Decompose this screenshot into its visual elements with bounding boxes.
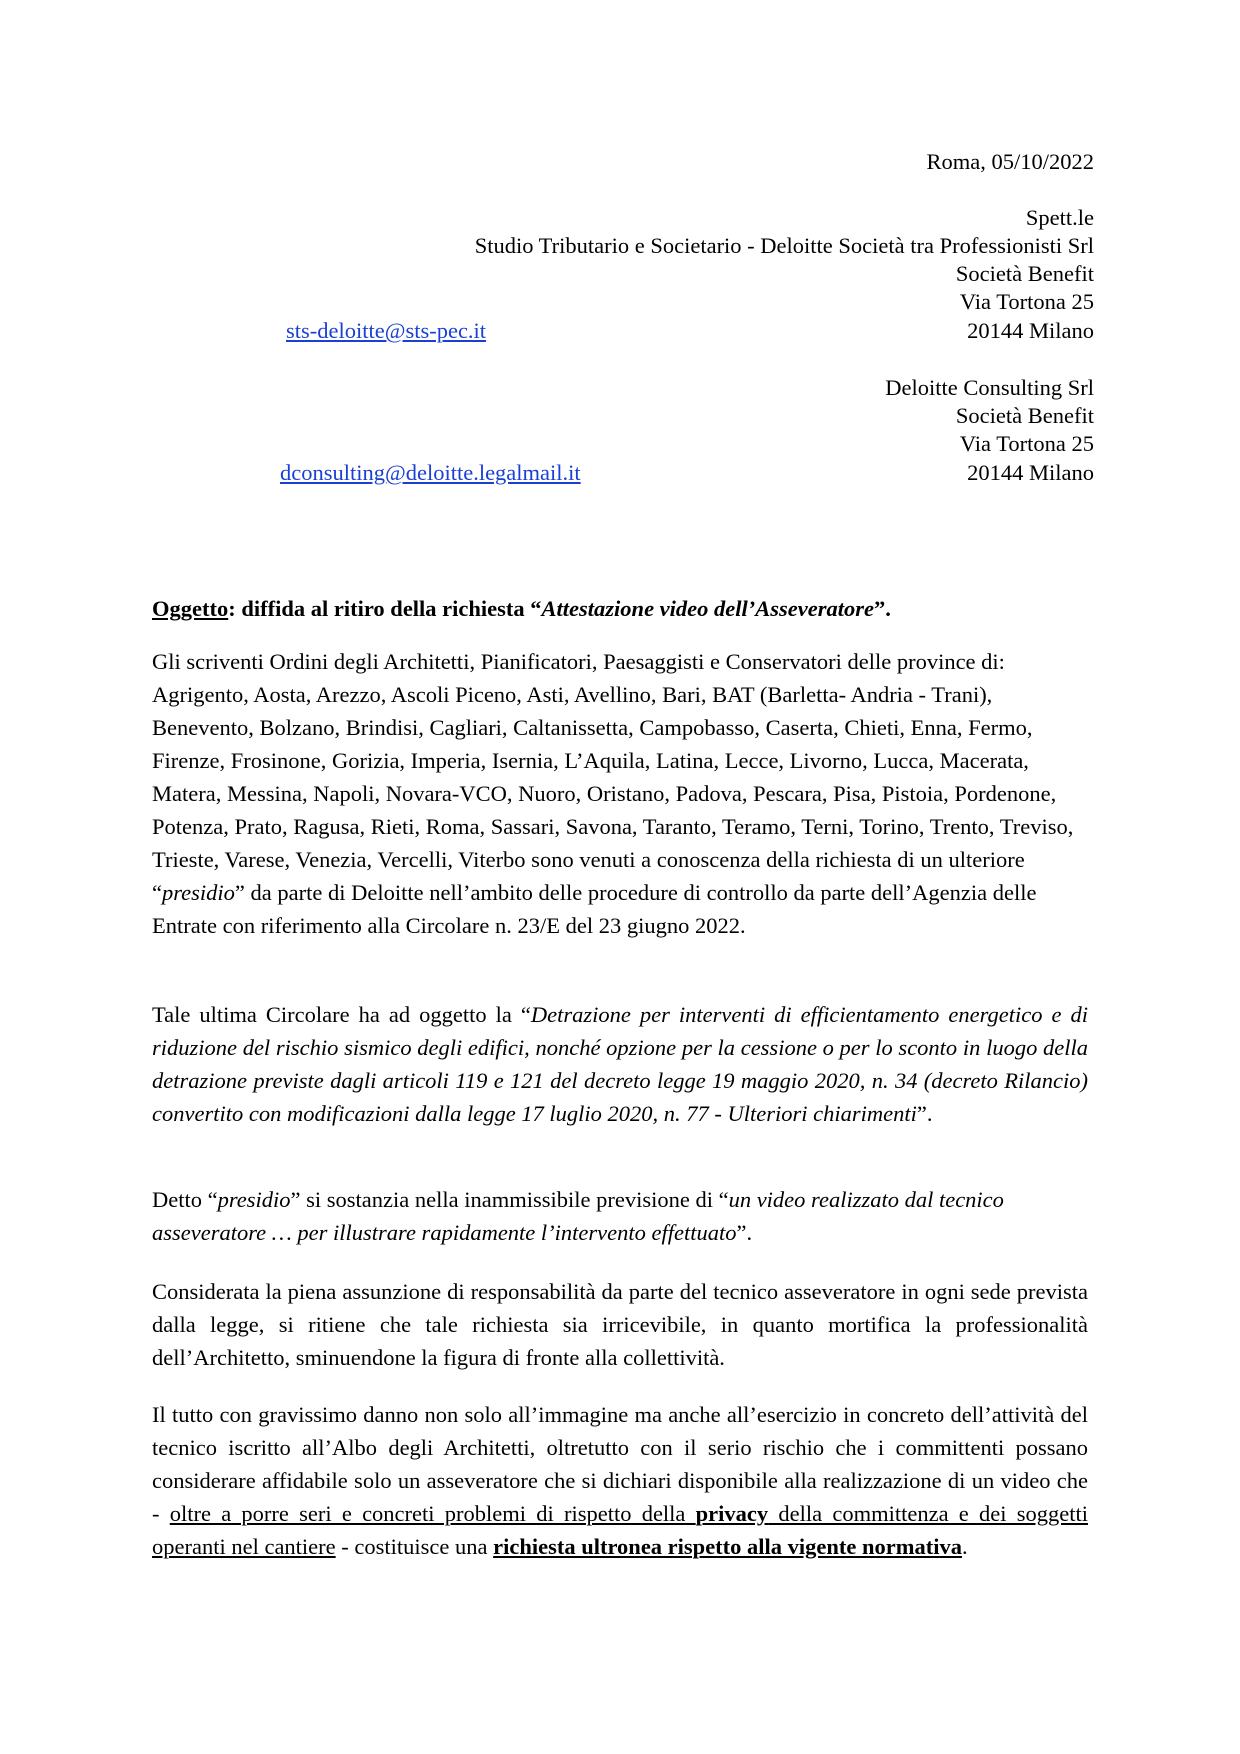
paragraph-5-text-middle: - costituisce una xyxy=(335,1534,494,1559)
paragraph-2 xyxy=(152,998,1088,1130)
paragraph-5-underline-1: oltre a porre seri e concreti problemi di rispetto della xyxy=(169,1501,696,1526)
paragraph-3-text-middle: ” si sostanzia nella inammissibile previsione di “ xyxy=(290,1187,729,1212)
paragraph-1-text-after: ” da parte di Deloitte nell’ambito delle procedure di controllo da parte dell’Agenzia delle Entrate con riferimento alla Circolare n. 23/E del 23 giugno 2022. xyxy=(152,880,1037,938)
paragraph-5-text-after: . xyxy=(962,1534,968,1559)
recipient1-salutation: Spett.le xyxy=(1025,205,1094,230)
recipient1-city: 20144 Milano xyxy=(967,318,1094,343)
subject-text-after: ”. xyxy=(874,596,891,621)
recipient1-name: Studio Tributario e Societario - Deloitte Società tra Professionisti Srl xyxy=(474,233,1094,258)
paragraph-5-privacy: privacy xyxy=(695,1501,769,1526)
paragraph-3-italic-2: un video realizzato dal tecnico asseveratore … per illustrare rapidamente l’intervento effettuato xyxy=(152,1187,1004,1245)
paragraph-1-italic: presidio xyxy=(162,880,235,905)
recipient2-email-link[interactable]: dconsulting@deloitte.legalmail.it xyxy=(280,460,581,485)
paragraph-2-text-before: Tale ultima Circolare ha ad oggetto la “ xyxy=(152,1002,531,1027)
paragraph-2-text-after: ”. xyxy=(916,1101,933,1126)
paragraph-3-text-before: Detto “ xyxy=(152,1187,218,1212)
recipient2-line2: Società Benefit xyxy=(955,403,1094,428)
subject-text-before: : diffida al ritiro della richiesta “ xyxy=(228,596,542,621)
date-line: Roma, 05/10/2022 xyxy=(926,149,1094,174)
recipient2-street: Via Tortona 25 xyxy=(959,431,1094,456)
paragraph-5 xyxy=(152,1398,1088,1563)
paragraph-5-text-before: Il tutto con gravissimo danno non solo all’immagine ma anche all’esercizio in concreto dell’attività del tecnico iscritto all’Albo degli Architetti, oltretutto con il serio rischio che i committenti possano considerare affidabile solo un asseveratore che si dichiari disponibile alla realizzazione di un video che - xyxy=(152,1402,1088,1526)
subject-label: Oggetto xyxy=(152,596,229,621)
paragraph-2-italic: Detrazione per interventi di efficientamento energetico e di riduzione del rischio sismico degli edifici, nonché opzione per la cessione o per lo sconto in luogo della detrazione previste dagli articoli 119 e 121 del decreto legge 19 maggio 2020, n. 34 (decreto Rilancio) convertito con modificazioni dalla legge 17 luglio 2020, n. 77 - Ulteriori chiarimenti xyxy=(152,1002,1089,1126)
paragraph-3-italic-1: presidio xyxy=(217,1187,291,1212)
paragraph-5-bold-underline: richiesta ultronea rispetto alla vigente normativa xyxy=(493,1534,963,1559)
recipient2-name: Deloitte Consulting Srl xyxy=(885,375,1094,400)
paragraph-1-text-before: Gli scriventi Ordini degli Architetti, Pianificatori, Paesaggisti e Conservatori delle province di: Agrigento, Aosta, Arezzo, Ascoli Piceno, Asti, Avellino, Bari, BAT (Barletta- Andria - Trani), Benevento, Bolzano, Brindisi, Cagliari, Caltanissetta, Campobasso, Caserta, Chieti, Enna, Fermo, Firenze, Frosinone, Gorizia, Imperia, Isernia, L’Aquila, Latina, Lecce, Livorno, Lucca, Macerata, Matera, Messina, Napoli, Novara-VCO, Nuoro, Oristano, Padova, Pescara, Pisa, Pistoia, Pordenone, Potenza, Prato, Ragusa, Rieti, Roma, Sassari, Savona, Taranto, Teramo, Terni, Torino, Trento, Treviso, Trieste, Varese, Venezia, Vercelli, Viterbo sono venuti a conoscenza della richiesta di un ulteriore “ xyxy=(152,649,1074,905)
paragraph-1 xyxy=(152,645,1088,942)
paragraph-3 xyxy=(152,1183,1088,1249)
recipient2-city: 20144 Milano xyxy=(967,460,1094,485)
subject-quoted: Attestazione video dell’Asseveratore xyxy=(541,596,874,621)
recipient1-street: Via Tortona 25 xyxy=(959,289,1094,314)
recipient1-email-link[interactable]: sts-deloitte@sts-pec.it xyxy=(286,318,487,343)
paragraph-5-underline-2: della committenza e dei soggetti operanti nel cantiere xyxy=(152,1501,1088,1559)
subject-line xyxy=(152,594,1088,624)
recipient1-line2: Società Benefit xyxy=(955,261,1094,286)
paragraph-3-text-after: ”. xyxy=(736,1220,753,1245)
paragraph-4: Considerata la piena assunzione di responsabilità da parte del tecnico asseveratore in ogni sede prevista dalla legge, si ritiene che tale richiesta sia irricevibile, in quanto mortifica la professionalità dell’Architetto, sminuendone la figura di fronte alla collettività. xyxy=(152,1279,1088,1370)
